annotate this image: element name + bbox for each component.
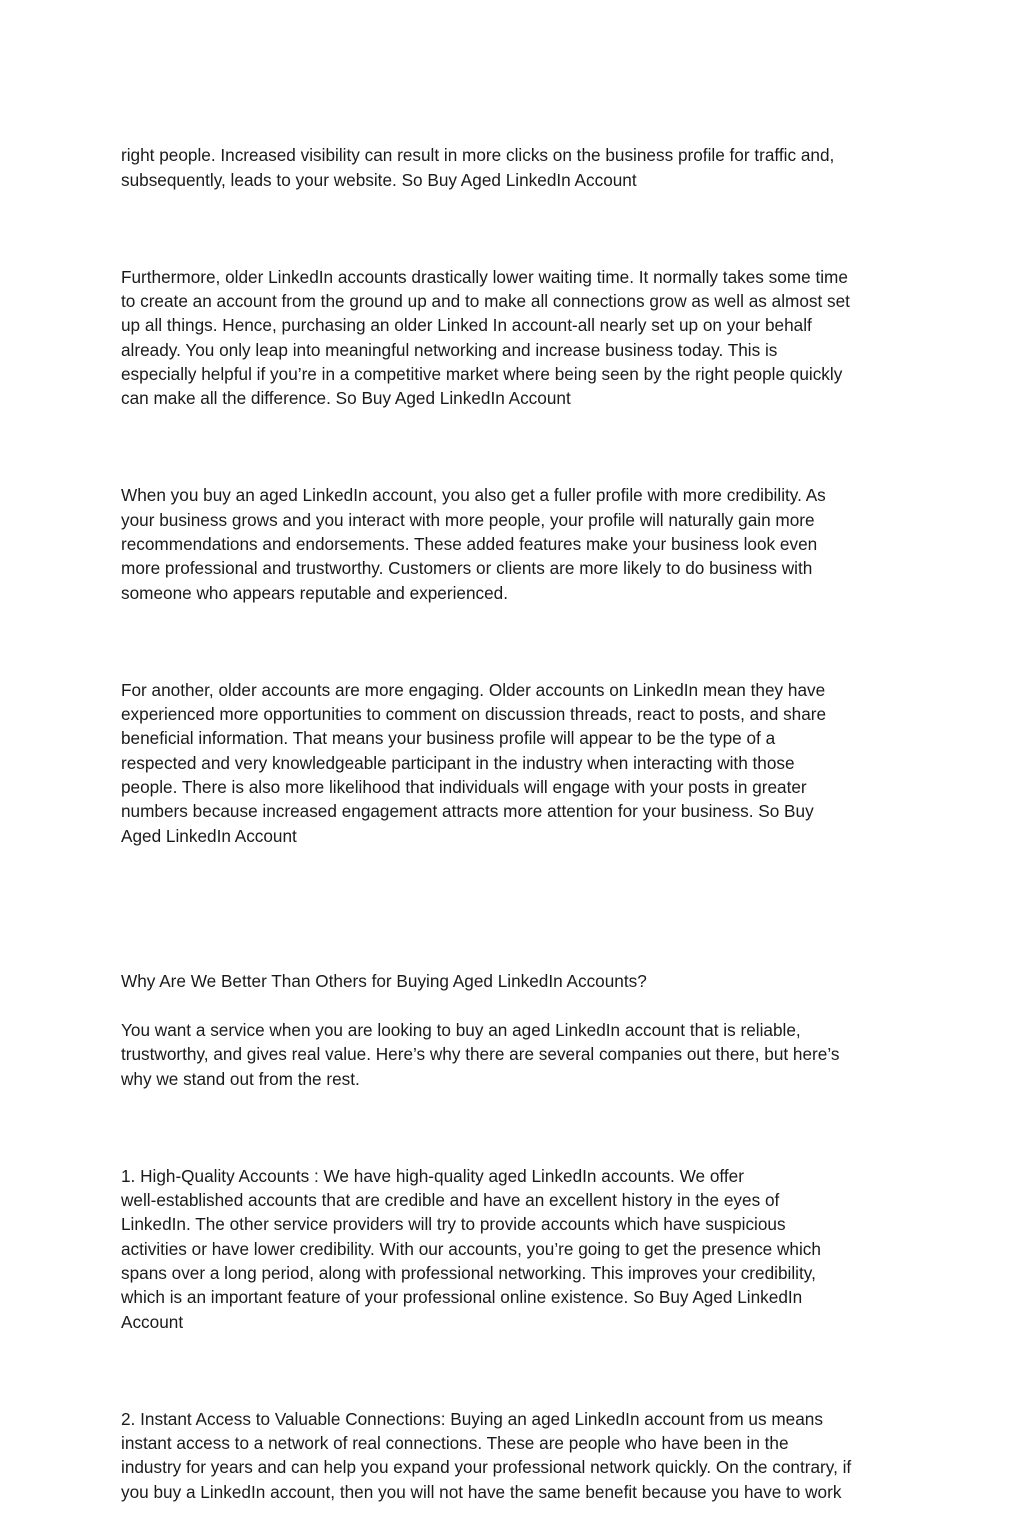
- point-instant-access: 2. Instant Access to Valuable Connections: Buying an aged LinkedIn account from us means instant access to a network of real connections. These are people who have been in the industry for years and can help you expand your professional network quickly. On the contrary, if you buy a LinkedIn account, then you will not have the same benefit because you have to work: [121, 1408, 852, 1502]
- paragraph-credibility: When you buy an aged LinkedIn account, you also get a fuller profile with more credibility. As your business grows and you interact with more people, your profile will naturally gain more recommendations and endorsements. These added features make your business look even more professional and trustworthy. Customers or clients are more likely to do business with someone who appears reputable and experienced.: [121, 485, 826, 603]
- paragraph-spacer: [121, 1115, 921, 1139]
- section-spacer: [121, 872, 921, 945]
- paragraph-waiting-time: Furthermore, older LinkedIn accounts drastically lower waiting time. It normally takes some time to create an account from the ground up and to make all connections grow as well as almost set up all things. Hence, purchasing an older Linked In account-all nearly set up on your behalf already. You only leap into meaningful networking and increase business today. This is especially helpful if you’re in a competitive market where being seen by the right people quickly can make all the difference. So Buy Aged LinkedIn Account: [121, 266, 850, 409]
- section-heading: Why Are We Better Than Others for Buying Aged LinkedIn Accounts?: [121, 971, 647, 992]
- paragraph-visibility: right people. Increased visibility can result in more clicks on the business profile for traffic and, subsequently, leads to your website. So Buy Aged LinkedIn Account: [121, 145, 835, 190]
- paragraph-spacer: [121, 435, 921, 459]
- paragraph-engagement: For another, older accounts are more engaging. Older accounts on LinkedIn mean they have experienced more opportunities to comment on discussion threads, react to posts, and share beneficial information. That means your business profile will appear to be the type of a respected and very knowledgeable participant in the industry when interacting with those people. There is also more likelihood that individuals will engage with your posts in greater numbers because increased engagement attracts more attention for your business. So Buy Aged LinkedIn Account: [121, 679, 827, 846]
- paragraph-spacer: [121, 629, 921, 653]
- paragraph-spacer: [121, 1358, 921, 1382]
- document-body: [121, 119, 921, 1528]
- point-high-quality-accounts: 1. High-Quality Accounts : We have high-quality aged LinkedIn accounts. We offer well-established accounts that are credible and have an excellent history in the eyes of LinkedIn. The other service providers will try to provide accounts which have suspicious activities or have lower credibility. With our accounts, you’re going to get the presence which spans over a long period, along with professional networking. This improves your credibility, which is an important feature of your professional online existence. So Buy Aged LinkedIn Account: [121, 1165, 821, 1332]
- section-intro: You want a service when you are looking to buy an aged LinkedIn account that is reliable, trustworthy, and gives real value. Here’s why there are several companies out there, but here’s why we stand out from the rest.: [121, 1019, 840, 1089]
- paragraph-spacer: [121, 216, 921, 240]
